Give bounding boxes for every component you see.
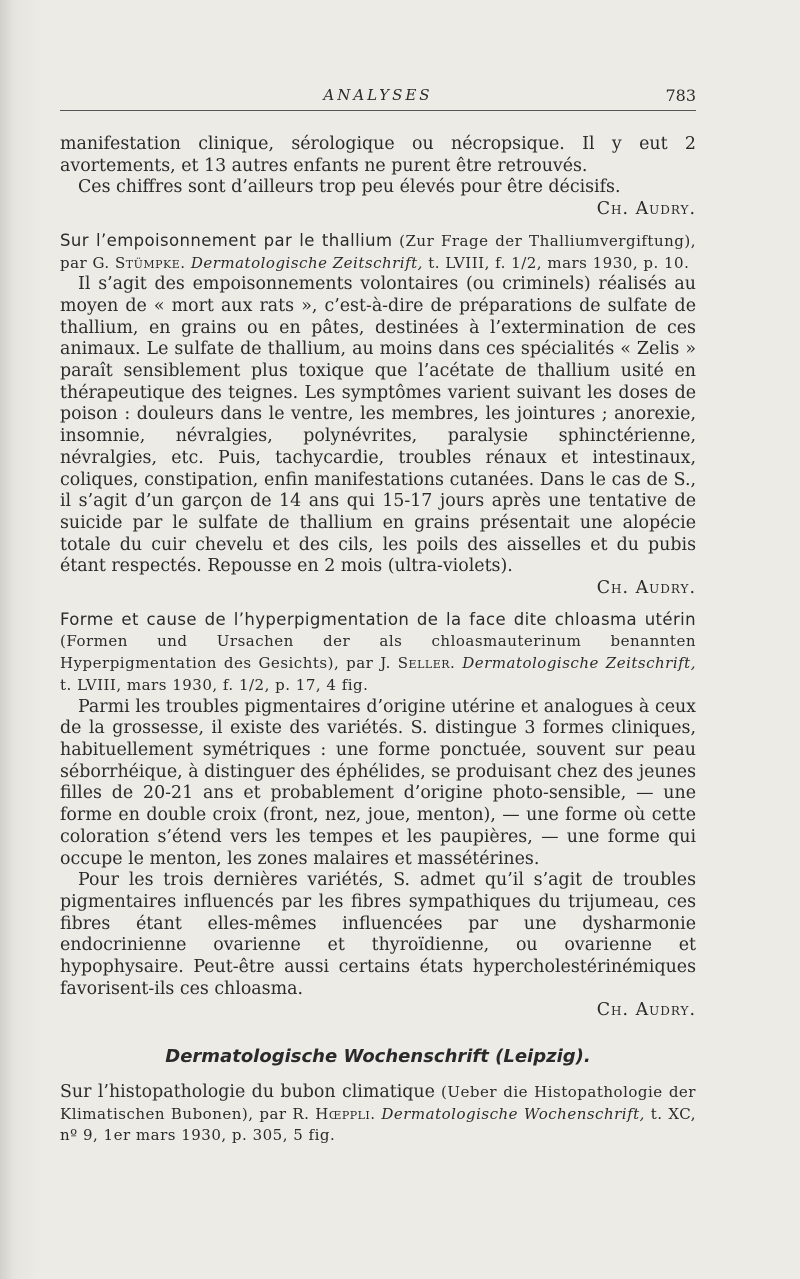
journal-name: Dermatologische Wochenschrift, <box>381 1104 645 1123</box>
reference-text: . <box>450 654 463 673</box>
signature: Ch. Audry. <box>596 1000 696 1021</box>
journal-name: Dermatologische Zeitschrift, <box>190 253 423 272</box>
article-body: Il s’agit des empoisonnements volontaires (ou criminels) réalisés au moyen de « mort aux rats », c’est-à-dire de préparations de sulfate de thallium, en grains ou en pâtes, destinées à l’extermination de ces animaux. Le sulfate de thallium, au moins dans ces spécialités « Zelis » paraît sensiblement plus toxique que l’acétate de thallium usité en thérapeutique des teignes. Les symptômes varient suivant les doses de poison : douleurs dans le ventre, les membres, les jointures ; anorexie, insomnie, névralgies, polynévrites, paralysie sphinctérienne, névralgies, etc. Puis, tachycardie, troubles rénaux et intestinaux, coliques, constipation, enfin manifestations cutanées. Dans le cas de S., il s’agit d’un garçon de 14 ans qui 15-17 jours après une tentative de suicide par le sulfate de thallium en grains présentait une alopécie totale du cuir chevelu et des cils, les poils des aisselles et du pubis étant respectés. Repousse en 2 mois (ultra-violets). <box>60 274 696 577</box>
reference-text: (Zur Frage der Thalliumvergiftung), par G. <box>60 231 696 272</box>
author-name: Stümpke <box>114 253 181 272</box>
article-body: Pour les trois dernières variétés, S. admet qu’il s’agit de troubles pigmentaires influencés par les fibres sympathiques du trijumeau, ces fibres étant elles-mêmes influencées par une dysharmonie endocrinienne ovarienne et thyroïdienne, ou ovarienne et hypophysaire. Peut-être aussi certains états hypercholestérinémiques favorisent-ils ces chloasma. <box>60 870 696 999</box>
journal-section-heading: Dermatologische Wochenschrift (Leipzig). <box>165 1046 591 1068</box>
reference-text: t. XC, nº 9, 1er mars 1930, p. 305, 5 fig. <box>60 1104 696 1145</box>
intro-paragraph: manifestation clinique, sérologique ou nécropsique. Il y eut 2 avortements, et 13 autres enfants ne purent être retrouvés. <box>60 134 696 176</box>
header-rule <box>60 110 696 111</box>
author-name: Seller <box>397 654 451 673</box>
signature: Ch. Audry. <box>596 199 696 220</box>
signature: Ch. Audry. <box>596 578 696 599</box>
reference-text: (Formen und Ursachen der als chloasmauterinum benannten Hyperpigmentation des Gesichts), par J. <box>60 632 696 673</box>
article-reference <box>60 230 696 274</box>
page-number: 783 <box>665 86 696 105</box>
article-title: Forme et cause de l’hyperpigmentation de la face dite chloasma utérin <box>60 609 696 629</box>
page-body <box>60 134 696 1147</box>
article-reference <box>60 609 696 697</box>
running-title: ANALYSES <box>323 86 433 104</box>
reference-text: t. LVIII, f. 1/2, mars 1930, p. 10. <box>422 253 690 272</box>
intro-paragraph-2: Ces chiffres sont d’ailleurs trop peu élevés pour être décisifs. <box>78 177 621 198</box>
reference-text: . <box>370 1104 382 1123</box>
page-header <box>60 86 696 112</box>
article-title: Sur l’histopathologie du bubon climatique <box>60 1081 435 1102</box>
reference-text: . <box>180 253 191 272</box>
reference-text: t. LVIII, mars 1930, f. 1/2, p. 17, 4 fig. <box>60 675 369 694</box>
article-reference <box>60 1082 696 1147</box>
article-title: Sur l’empoisonnement par le thallium <box>60 230 393 250</box>
article-body: Parmi les troubles pigmentaires d’origine utérine et analogues à ceux de la grossesse, il existe des variétés. S. distingue 3 formes cliniques, habituellement symétriques : une forme ponctuée, souvent sur peau séborrhéique, à distinguer des éphélides, se produisant chez des jeunes filles de 20-21 ans et probablement d’origine photo-sensible, — une forme en double croix (front, nez, joue, menton), — une forme où cette coloration s’étend vers les tempes et les paupières, — une forme qui occupe le menton, les zones malaires et massétérines. <box>60 696 696 869</box>
journal-name: Dermatologische Zeitschrift, <box>462 654 696 673</box>
reference-text: (Ueber die Histopathologie der Klimatischen Bubonen), par R. <box>60 1082 696 1123</box>
author-name: Hœppli <box>315 1104 371 1123</box>
